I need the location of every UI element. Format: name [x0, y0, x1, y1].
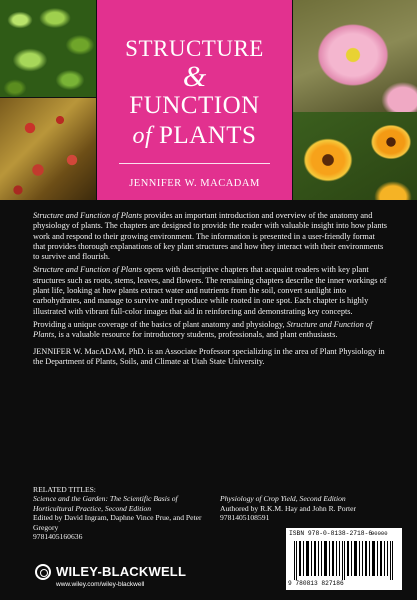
related-left-editors: Edited by David Ingram, Daphne Vince Prue, and Peter Gregory: [33, 513, 202, 532]
related-right-authors: Authored by R.K.M. Hay and John R. Porter: [220, 503, 357, 513]
description-paragraph-1: [33, 211, 388, 262]
title-line-function: FUNCTION: [129, 92, 260, 119]
description-paragraph-2: [33, 265, 388, 316]
title-ampersand: &: [182, 60, 207, 93]
related-title-right: [220, 494, 400, 522]
paragraph-text: , is a valuable resource for introductory students, professionals, and plant enthusiasts.: [54, 330, 338, 340]
cover-photo-band: [0, 0, 417, 200]
berries-photo: [0, 98, 96, 200]
related-right-title: Physiology of Crop Yield, Second Edition: [220, 494, 346, 504]
barcode-box: [286, 528, 402, 590]
title-plants: PLANTS: [158, 122, 257, 149]
related-right-isbn: 9781405108591: [220, 513, 270, 523]
paragraph-text: Providing a unique coverage of the basics of plant anatomy and physiology,: [33, 319, 287, 329]
description-paragraph-3: [33, 320, 388, 341]
paragraph-text: opens with descriptive chapters that acquaint readers with key plant structures such as roots, stems, leaves, and flowers. The remaining chapters describe the inner workings of plant life, looking at how plants extract water and nutrients from the soil, convert sunlight into carbohydrates, and manage to survive and reproduce while rooted in one spot. Each chapter is highly illustrated with vibrant full-color images that aid in reinforcing and demonstrating key concepts.: [33, 265, 387, 316]
title-line-structure: STRUCTURE: [125, 36, 264, 61]
cover-author: JENNIFER W. MACADAM: [129, 178, 260, 189]
author-bio: JENNIFER W. MacADAM, PhD. is an Associate Professor specializing in the area of Plant Physiology in the Department of Plants, Soils, and Climate at Utah State University.: [33, 346, 385, 366]
barcode-isbn: ISBN 978-0-8138-2718-6: [289, 530, 373, 537]
related-title-left: [33, 494, 213, 541]
wiley-logo-icon: [35, 564, 51, 580]
succulent-photo: [0, 0, 96, 97]
publisher-url[interactable]: www.wiley.com/wiley-blackwell: [56, 581, 145, 588]
title-line-of-plants: [97, 122, 292, 150]
book-title-italic: Structure and Function of Plants: [33, 319, 373, 340]
barcode-digits: 9 780813 827186: [288, 580, 344, 587]
title-of: of: [132, 123, 153, 149]
related-left-isbn: 9781405160636: [33, 532, 83, 542]
book-title-italic: Structure and Function of Plants: [33, 265, 142, 275]
cactus-flower-photo: [293, 0, 417, 112]
related-left-title: Science and the Garden: The Scientific Basis of Horticultural Practice, Second Edition: [33, 494, 178, 513]
barcode-icon: [294, 541, 394, 580]
title-panel: [97, 0, 292, 200]
publisher-name: WILEY-BLACKWELL: [56, 564, 187, 579]
daisy-flowers-photo: [293, 112, 417, 200]
paragraph-text: provides an important introduction and overview of the anatomy and physiology of plants. The chapters are designed to provide the reader with valuable insight into how plants work and respond to their growing environment. The information is presented in a user-friendly format that provides thorough explanations of key plant structures and how they interact with their environments to survive and flourish.: [33, 211, 387, 262]
barcode-price-code: 90000: [371, 530, 388, 537]
book-title-italic: Structure and Function of Plants: [33, 211, 142, 220]
title-divider: [119, 163, 270, 164]
related-heading: RELATED TITLES:: [33, 485, 96, 494]
description-block: [33, 211, 388, 370]
